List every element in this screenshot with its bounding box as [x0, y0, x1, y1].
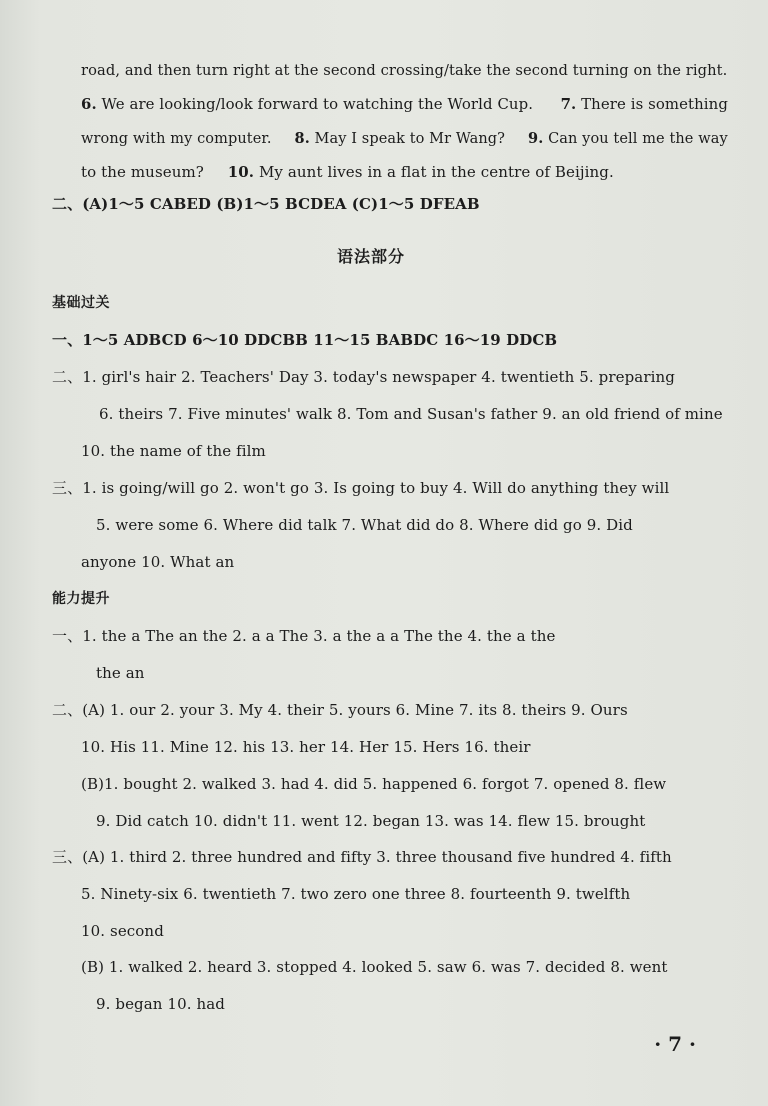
item-number: 6.: [81, 95, 97, 113]
answer-text: (B)1. bought 2. walked 3. had 4. did 5. happened 6. forgot 7. opened 8. flew: [81, 775, 667, 793]
answer-text: 10. second: [81, 922, 164, 940]
answer-line: [52, 330, 557, 350]
answer-text: 二、1. girl's hair 2. Teachers' Day 3. today's newspaper 4. twentieth 5. preparing: [52, 368, 675, 386]
answer-text: 二、(A)1～5 CABED (B)1～5 BCDEA (C)1～5 DFEAB: [52, 195, 480, 213]
answer-line: [96, 994, 225, 1014]
answer-text: 三、1. is going/will go 2. won't go 3. Is going to buy 4. Will do anything they will: [52, 479, 670, 497]
answer-text: (B) 1. walked 2. heard 3. stopped 4. looked 5. saw 6. was 7. decided 8. went: [81, 958, 668, 976]
answer-text: 三、(A) 1. third 2. three hundred and fifty 3. three thousand five hundred 4. fifth: [52, 848, 672, 866]
answer-line: [81, 884, 630, 904]
answer-text: 10. His 11. Mine 12. his 13. her 14. Her 15. Hers 16. their: [81, 738, 531, 756]
answer-line: [52, 367, 675, 387]
answer-text: wrong with my computer.: [81, 129, 272, 147]
subheading-basic: 基础过关: [52, 295, 110, 311]
answer-line: [52, 478, 669, 498]
answer-line-10: [81, 162, 614, 182]
answer-line: [96, 663, 145, 683]
answer-text: road, and then turn right at the second crossing/take the second turning on the right.: [81, 61, 728, 79]
answer-line-8-9: [81, 128, 728, 148]
answer-text: 6. theirs 7. Five minutes' walk 8. Tom and Susan's father 9. an old friend of mine: [99, 405, 723, 423]
answer-text: There is something: [576, 95, 728, 113]
answer-text: 9. began 10. had: [96, 995, 225, 1013]
answer-text: We are looking/look forward to watching the World Cup.: [96, 95, 534, 113]
answer-text: 一、1. the a The an the 2. a a The 3. a the a a The the 4. the a the: [52, 627, 556, 645]
answer-line-section-2: [52, 194, 480, 214]
answer-text: the an: [96, 664, 145, 682]
answer-text: 9. Did catch 10. didn't 11. went 12. began 13. was 14. flew 15. brought: [96, 812, 646, 830]
answer-text: 5. Ninety-six 6. twentieth 7. two zero one three 8. fourteenth 9. twelfth: [81, 885, 631, 903]
answer-line: [52, 700, 628, 720]
answer-text: to the museum?: [81, 163, 204, 181]
answer-text: 5. were some 6. Where did talk 7. What did do 8. Where did go 9. Did: [96, 516, 633, 534]
answer-text: anyone 10. What an: [81, 553, 235, 571]
answer-text: May I speak to Mr Wang?: [309, 129, 506, 147]
answer-line: [99, 404, 723, 424]
answer-line: [52, 847, 672, 867]
item-number: 7.: [560, 95, 577, 113]
answer-text: Can you tell me the way: [543, 129, 728, 147]
answer-line: [81, 552, 234, 572]
answer-line: [81, 957, 668, 977]
answer-line: [81, 441, 266, 461]
answer-line: [52, 626, 555, 646]
answer-line-road: [81, 60, 727, 80]
item-number: 8.: [294, 129, 310, 147]
answer-line: [81, 774, 666, 794]
answer-text: 10. the name of the film: [81, 442, 266, 460]
page-number: · 7 ·: [654, 1032, 696, 1056]
answer-line-6-7: [81, 94, 728, 114]
answer-text: 二、(A) 1. our 2. your 3. My 4. their 5. yours 6. Mine 7. its 8. theirs 9. Ours: [52, 701, 628, 719]
section-title: 语法部分: [337, 247, 406, 266]
item-number: 9.: [528, 129, 544, 147]
answer-text: My aunt lives in a flat in the centre of Beijing.: [254, 163, 614, 181]
subheading-advanced: 能力提升: [52, 591, 110, 607]
answer-line: [96, 515, 633, 535]
item-number: 10.: [227, 163, 255, 181]
answer-line: [96, 811, 645, 831]
answer-text: 一、1～5 ADBCD 6～10 DDCBB 11～15 BABDC 16～19 DDCB: [52, 331, 558, 349]
answer-line: [81, 921, 164, 941]
answer-line: [81, 737, 531, 757]
